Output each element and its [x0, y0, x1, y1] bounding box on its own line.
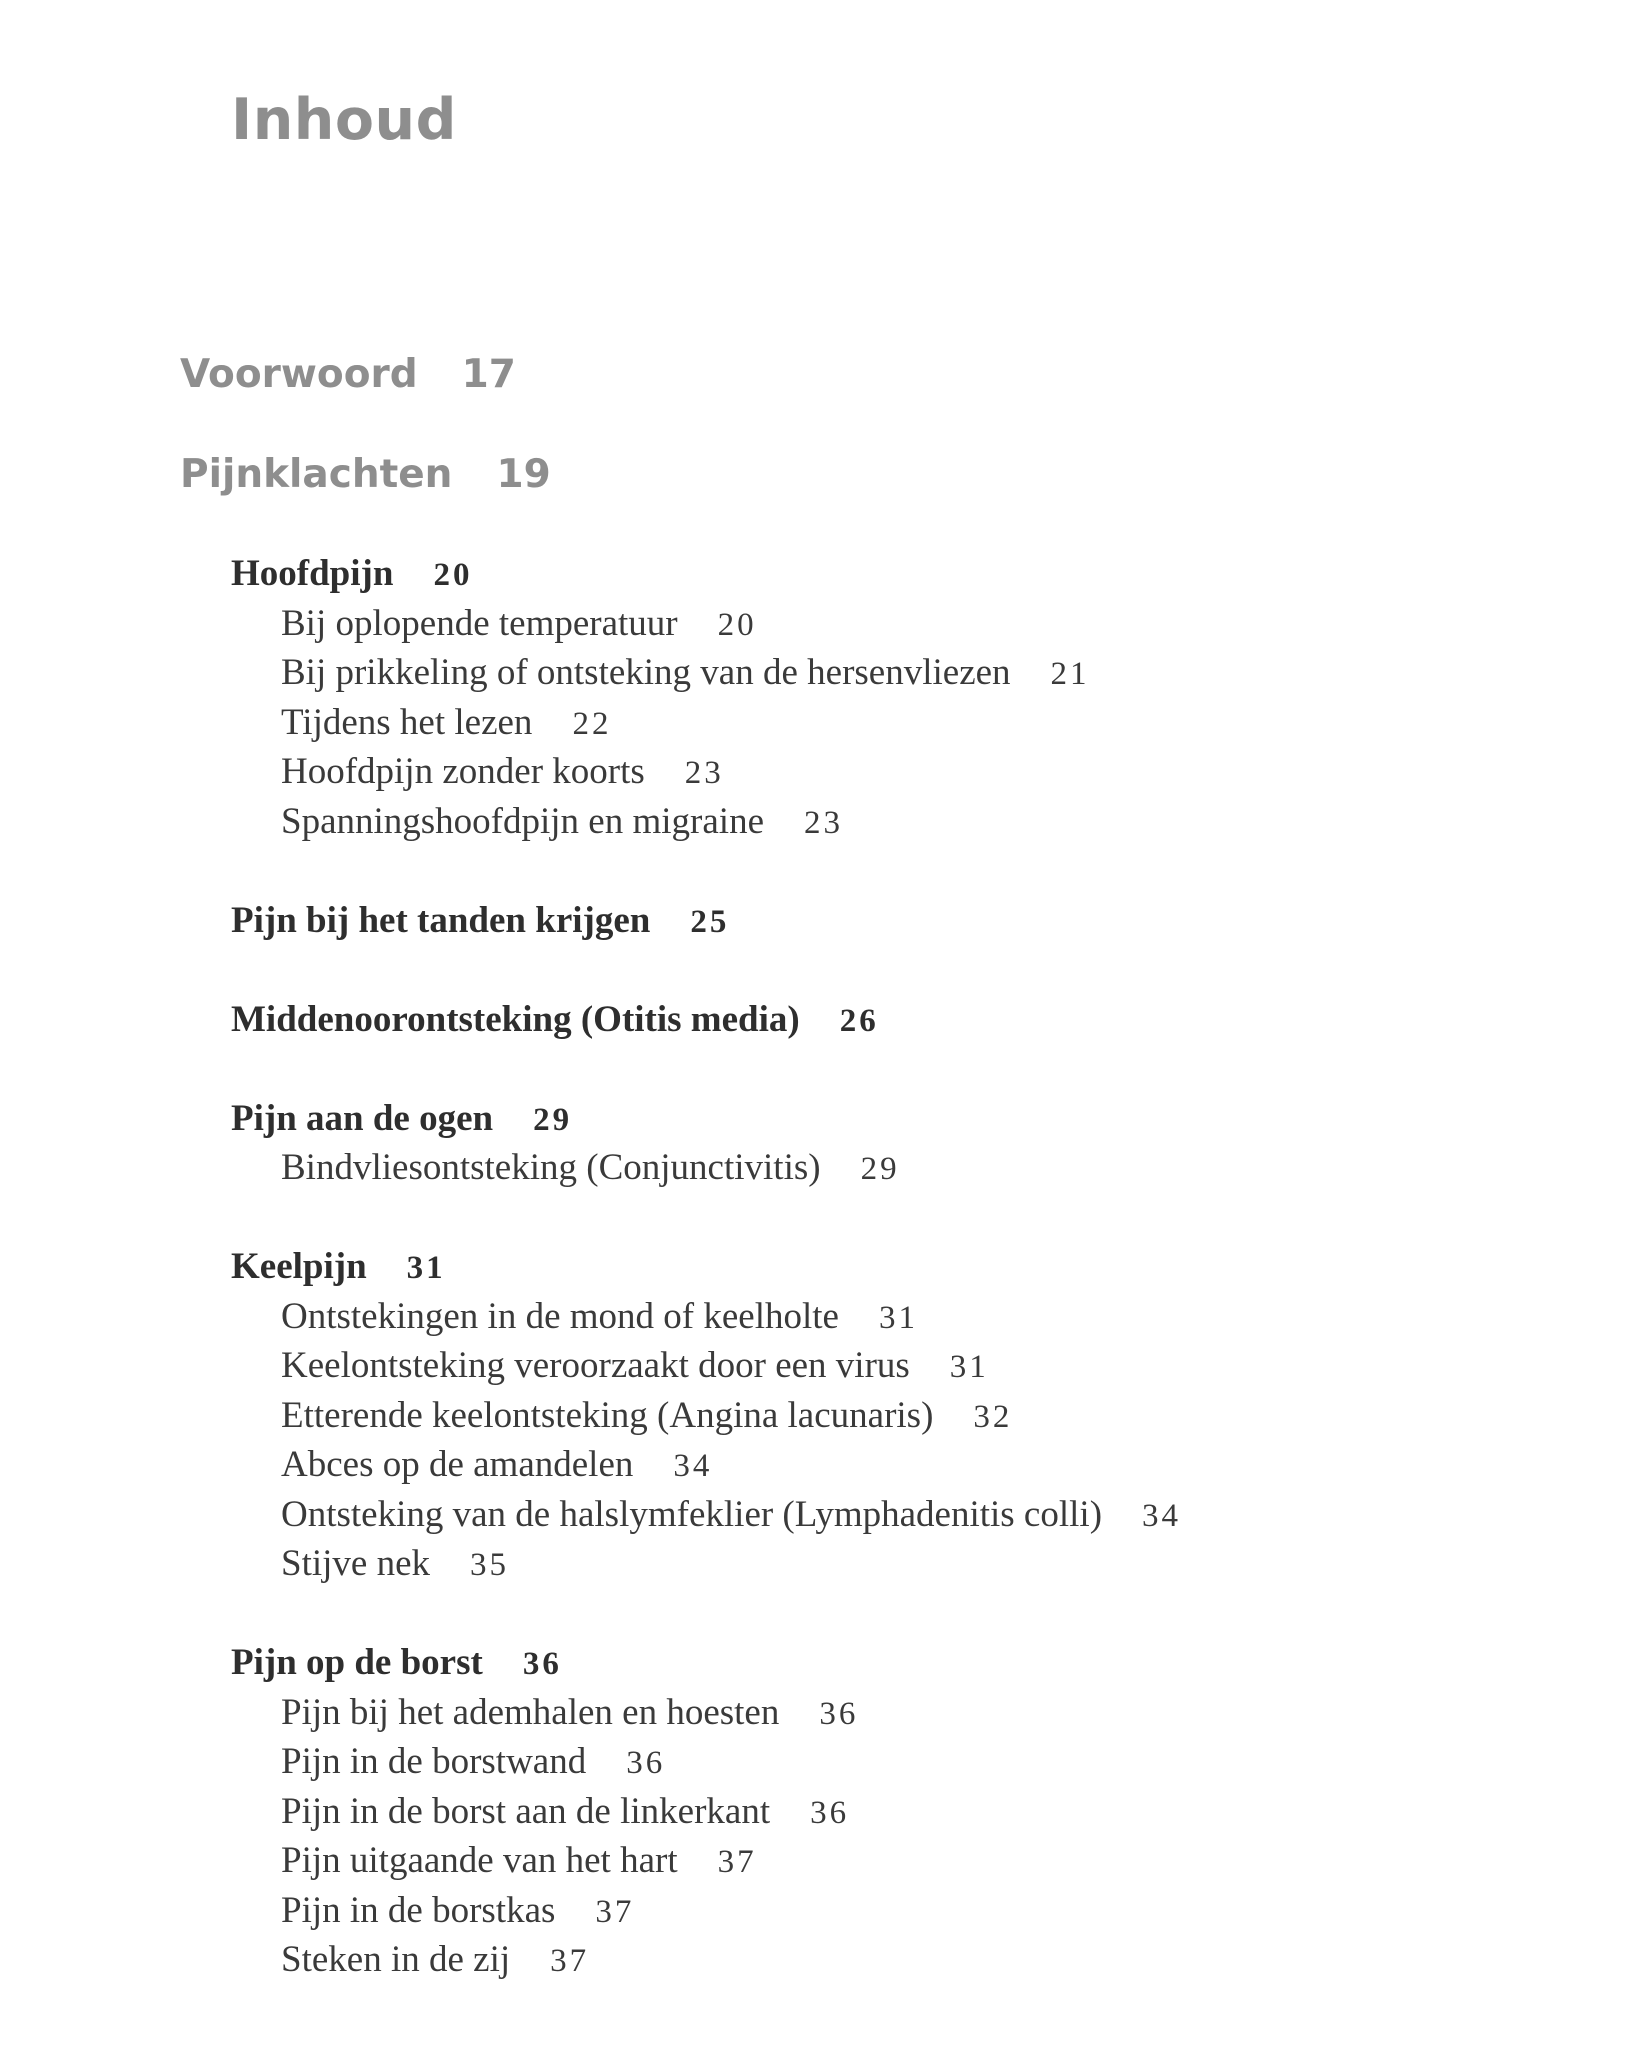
toc-part-entry[interactable]: [180, 450, 551, 500]
chapter-title: Keelpijn: [231, 1246, 367, 1287]
subentry[interactable]: [231, 698, 1531, 748]
subentry-page-number: 22: [572, 705, 612, 742]
table-of-contents: [231, 549, 1531, 2034]
subentry[interactable]: [231, 1490, 1531, 1540]
toc-section: [231, 896, 1531, 946]
part-label: Pijnklachten: [180, 452, 453, 497]
subentry-page-number: 34: [673, 1448, 713, 1484]
chapter-page-number: 31: [406, 1250, 446, 1286]
part-label: Voorwoord: [180, 352, 418, 397]
subentry-label: Hoofdpijn zonder koorts: [281, 751, 645, 792]
subentry-label: Bij oplopende temperatuur: [281, 602, 678, 644]
subentry[interactable]: [231, 1688, 1531, 1738]
chapter-entry[interactable]: [231, 1638, 1531, 1688]
subentry-label: Bij prikkeling of ontsteking van de hersenvliezen: [281, 652, 1011, 693]
subentry-label: Pijn in de borstwand: [281, 1741, 587, 1782]
subentry[interactable]: [231, 1935, 1531, 1985]
subentry-page-number: 20: [717, 606, 757, 643]
subentry[interactable]: [231, 1539, 1531, 1589]
subentry-label: Ontsteking van de halslymfeklier (Lymphadenitis colli): [281, 1493, 1103, 1535]
subentry-label: Etterende keelontsteking (Angina lacunaris): [281, 1394, 934, 1436]
subentry-label: Keelontsteking veroorzaakt door een virus: [281, 1345, 910, 1386]
subentry-page-number: 32: [973, 1398, 1013, 1435]
subentry[interactable]: [231, 797, 1531, 847]
subentry[interactable]: [231, 1836, 1531, 1886]
chapter-title: Pijn aan de ogen: [231, 1097, 494, 1139]
subentry-label: Steken in de zij: [281, 1939, 511, 1980]
subentry[interactable]: [231, 648, 1531, 698]
subentry[interactable]: [231, 1292, 1531, 1342]
subentry-label: Stijve nek: [281, 1543, 431, 1584]
subentry-label: Ontstekingen in de mond of keelholte: [281, 1295, 839, 1337]
subentry-page-number: 36: [626, 1745, 666, 1781]
toc-section: [231, 549, 1531, 846]
chapter-title: Middenoorontsteking (Otitis media): [231, 998, 800, 1040]
toc-section: [231, 1242, 1531, 1589]
subentry-label: Abces op de amandelen: [281, 1444, 634, 1485]
subentry-page-number: 36: [819, 1695, 859, 1732]
subentry-page-number: 31: [949, 1349, 989, 1385]
subentry[interactable]: [231, 747, 1531, 797]
toc-part-entry[interactable]: [180, 350, 516, 400]
chapter-title: Pijn bij het tanden krijgen: [231, 899, 651, 941]
chapter-entry[interactable]: [231, 1242, 1531, 1292]
subentry-label: Pijn bij het ademhalen en hoesten: [281, 1691, 780, 1733]
chapter-entry[interactable]: [231, 995, 1531, 1045]
chapter-title: Pijn op de borst: [231, 1642, 483, 1683]
part-page-number: 17: [461, 352, 516, 397]
subentry-page-number: 21: [1050, 656, 1090, 692]
toc-section: [231, 1094, 1531, 1193]
chapter-page-number: 26: [839, 1002, 879, 1039]
subentry-page-number: 34: [1142, 1497, 1182, 1534]
subentry-page-number: 35: [470, 1547, 510, 1583]
subentry-label: Tijdens het lezen: [281, 701, 533, 743]
subentry-page-number: 36: [810, 1794, 850, 1831]
subentry-page-number: 29: [860, 1151, 900, 1187]
subentry[interactable]: [231, 1341, 1531, 1391]
subentry-label: Pijn uitgaande van het hart: [281, 1840, 678, 1881]
subentry[interactable]: [231, 1787, 1531, 1837]
chapter-page-number: 20: [433, 557, 473, 593]
subentry-label: Pijn in de borstkas: [281, 1889, 556, 1931]
chapter-title: Hoofdpijn: [231, 553, 394, 594]
subentry-page-number: 37: [550, 1943, 590, 1979]
chapter-page-number: 25: [690, 903, 730, 940]
subentry-page-number: 37: [595, 1893, 635, 1930]
subentry-page-number: 31: [878, 1299, 918, 1336]
subentry-label: Spanningshoofdpijn en migraine: [281, 800, 764, 842]
subentry[interactable]: [231, 1440, 1531, 1490]
subentry[interactable]: [231, 1737, 1531, 1787]
subentry-page-number: 37: [717, 1844, 757, 1880]
chapter-entry[interactable]: [231, 896, 1531, 946]
subentry-label: Bindvliesontsteking (Conjunctivitis): [281, 1147, 821, 1188]
subentry-page-number: 23: [684, 755, 724, 791]
chapter-entry[interactable]: [231, 549, 1531, 599]
subentry[interactable]: [231, 1886, 1531, 1936]
part-page-number: 19: [496, 452, 551, 497]
subentry[interactable]: [231, 599, 1531, 649]
chapter-page-number: 29: [533, 1101, 573, 1138]
chapter-page-number: 36: [522, 1646, 562, 1682]
subentry[interactable]: [231, 1391, 1531, 1441]
toc-section: [231, 995, 1531, 1045]
page-title: Inhoud: [231, 87, 457, 153]
toc-section: [231, 1638, 1531, 1985]
subentry[interactable]: [231, 1143, 1531, 1193]
chapter-entry[interactable]: [231, 1094, 1531, 1144]
subentry-page-number: 23: [804, 804, 843, 841]
subentry-label: Pijn in de borst aan de linkerkant: [281, 1790, 771, 1832]
